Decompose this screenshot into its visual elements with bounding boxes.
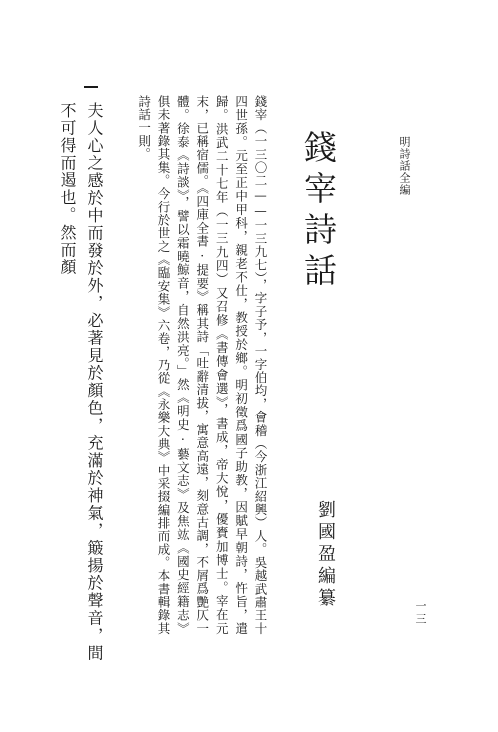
- section-body-text: 夫人心之感於中而發於外，必著見於顏色，充滿於神氣，簸揚於聲音，間不可得而遏也。然而顏: [58, 102, 104, 662]
- biographical-note: 錢宰（一三〇二——一三九七），字子予，一字伯均，會稽（今浙江紹興）人。吳越武肅王十四世孫。元至正中甲科，親老不仕，教授於鄉。明初徵爲國子助教，因賦早朝詩，忤旨，遣歸。洪武二十七年（一三九四）又召修《書傳會選》，書成，帝大悅，優賚加博士。宰在元末，已稱宿儒。《四庫全書·提要》稱其詩「吐辭清拔，寓意高遠，刻意古調，不屑爲艷仄一體。徐泰《詩談》，譬以霜曉鯨音，自然洪亮。」然《明史·藝文志》及焦竑《國史經籍志》俱未著錄其集。今行於世之《臨安集》六卷，乃從《永樂大典》中采掇編排而成。本書輯錄其詩話一則。: [136, 95, 268, 635]
- editor-attribution: 劉國盈編纂: [315, 500, 336, 610]
- section-number: [84, 86, 98, 88]
- running-header: 明詩話全編: [398, 136, 411, 196]
- work-title: 錢宰詩話: [299, 130, 338, 294]
- page-number: 一三: [414, 600, 427, 626]
